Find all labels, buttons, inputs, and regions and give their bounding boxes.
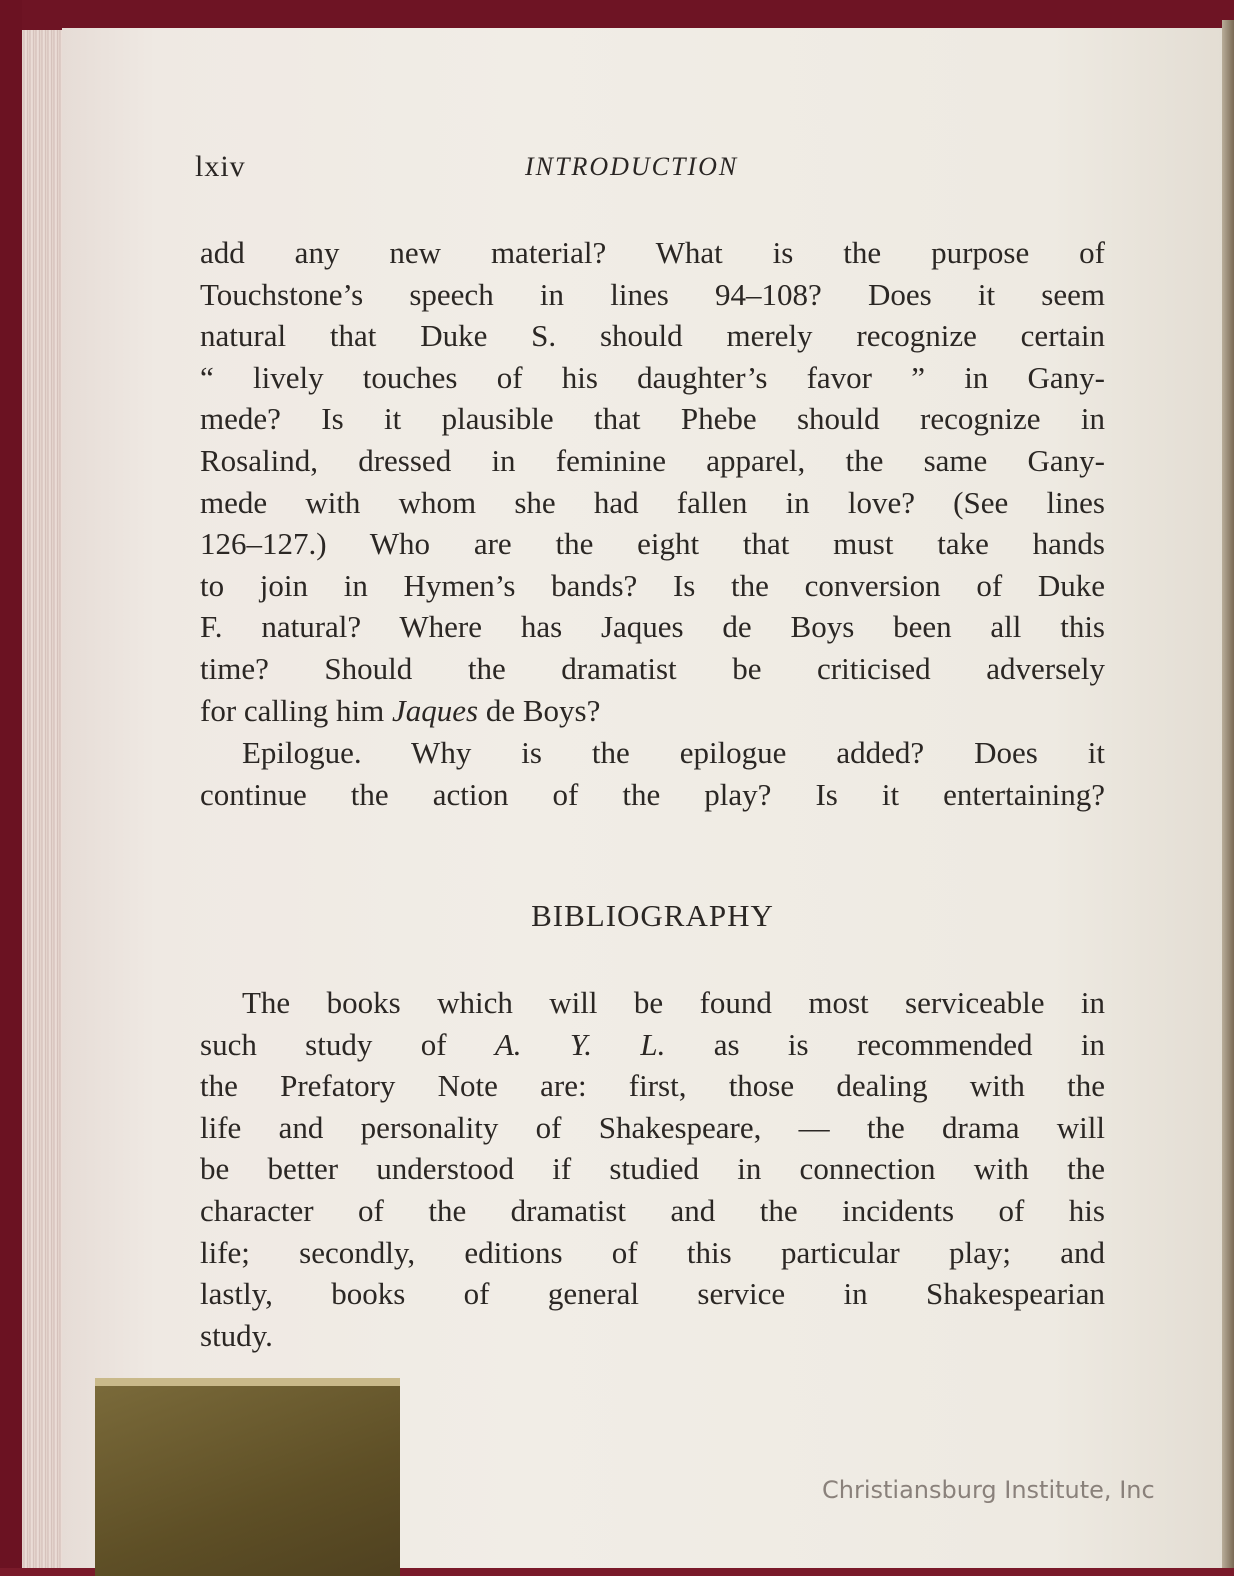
- text-line: be better understood if studied in connection with the: [200, 1151, 1105, 1187]
- paragraph-questions: [200, 232, 1105, 731]
- text-line: “ lively touches of his daughter’s favor ” in Gany-: [200, 359, 1105, 395]
- text-line: natural that Duke S. should merely recognize certain: [200, 318, 1105, 354]
- running-head: [195, 150, 1105, 194]
- bookmark: [95, 1378, 400, 1576]
- running-head-title: INTRODUCTION: [525, 152, 739, 181]
- text-line: the Prefatory Note are: first, those dealing with the: [200, 1068, 1105, 1104]
- text-run: as is recommended in: [665, 1026, 1106, 1062]
- paragraph-epilogue: [200, 732, 1105, 815]
- text-line: The books which will be found most serviceable in: [242, 985, 1105, 1020]
- text-line: time? Should the dramatist be criticised adversely: [200, 650, 1105, 686]
- text-run: such study of: [200, 1026, 495, 1062]
- italic-title: A. Y. L.: [494, 1026, 666, 1062]
- text-line: Epilogue. Why is the epilogue added? Does it: [242, 735, 1105, 770]
- text-run: de Boys?: [478, 692, 601, 728]
- text-line: add any new material? What is the purpose of: [200, 235, 1105, 270]
- page-number: lxiv: [195, 150, 246, 183]
- text-line: Touchstone’s speech in lines 94–108? Does it seem: [200, 276, 1105, 312]
- text-line: lastly, books of general service in Shakespearian: [200, 1276, 1105, 1312]
- text-line: 126–127.) Who are the eight that must take hands: [200, 526, 1105, 562]
- watermark: Christiansburg Institute, Inc: [822, 1476, 1155, 1504]
- paragraph-bibliography: [200, 982, 1105, 1356]
- page-right-edge: [1222, 20, 1234, 1568]
- text-line: character of the dramatist and the incidents of his: [200, 1192, 1105, 1228]
- text-run: for calling him: [200, 692, 392, 728]
- text-line: [200, 690, 1105, 732]
- text-line: study.: [200, 1317, 273, 1353]
- text-line: life and personality of Shakespeare, — the drama will: [200, 1109, 1105, 1145]
- text-line: mede? Is it plausible that Phebe should recognize in: [200, 401, 1105, 437]
- text-line: to join in Hymen’s bands? Is the conversion of Duke: [200, 567, 1105, 603]
- text-line: Rosalind, dressed in feminine apparel, the same Gany-: [200, 442, 1105, 478]
- book-cover-left: [0, 0, 22, 1568]
- text-line: mede with whom she had fallen in love? (See lines: [200, 484, 1105, 520]
- text-line: life; secondly, editions of this particular play; and: [200, 1234, 1105, 1270]
- text-line: F. natural? Where has Jaques de Boys been all this: [200, 609, 1105, 645]
- text-line: [200, 1024, 1105, 1066]
- text-line: continue the action of the play? Is it entertaining?: [200, 776, 1105, 812]
- section-heading: BIBLIOGRAPHY: [531, 898, 774, 933]
- italic-name: Jaques: [391, 692, 479, 728]
